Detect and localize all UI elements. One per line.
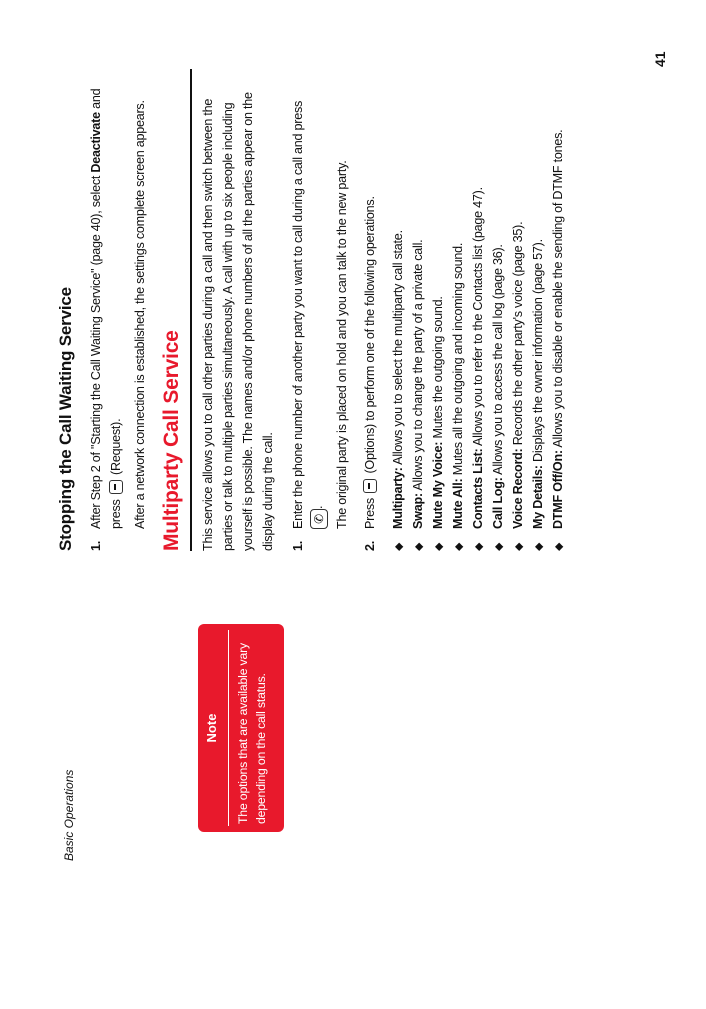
note-text-line-2: depending on the call status. xyxy=(254,673,268,824)
option-item: ◆Swap: Allows you to change the party of a private call. xyxy=(408,240,429,551)
diamond-bullet-icon: ◆ xyxy=(453,542,465,551)
step-number: 1. xyxy=(291,540,305,551)
option-item: ◆Multiparty: Allows you to select the multiparty call state. xyxy=(388,230,409,551)
note-text-line-1: The options that are available vary xyxy=(236,643,250,824)
step-number: 2. xyxy=(363,540,377,551)
stopping-step-1: 1.After Step 2 of "Starting the Call Waiting Service" (page 40), select Deactivate and xyxy=(86,89,106,551)
diamond-bullet-icon: ◆ xyxy=(393,542,405,551)
multiparty-step-2: 2.Press (Options) to perform one of the following operations. xyxy=(360,196,380,551)
intro-line-2: parties or talk to multiple parties simultaneously. A call with up to six people including xyxy=(221,102,235,551)
multiparty-heading: Multiparty Call Service xyxy=(160,330,183,551)
note-title: Note xyxy=(204,713,219,743)
diamond-bullet-icon: ◆ xyxy=(493,542,505,551)
option-item: ◆DTMF Off/On: Allows you to disable or enable the sending of DTMF tones. xyxy=(548,130,569,551)
stopping-step-1-cont: press (Request). xyxy=(109,418,123,529)
multiparty-step-1-result: The original party is placed on hold and you can talk to the new party. xyxy=(335,160,349,529)
section-footer: Basic Operations xyxy=(62,769,76,861)
step-number: 1. xyxy=(89,540,103,551)
option-item: ◆My Details: Displays the owner information (page 57). xyxy=(528,239,549,551)
call-key-icon: ✆ xyxy=(310,509,328,529)
intro-line-4: display during the call. xyxy=(261,432,275,551)
option-item: ◆Voice Record: Records the other party's voice (page 35). xyxy=(508,222,529,551)
diamond-bullet-icon: ◆ xyxy=(413,542,425,551)
stopping-heading: Stopping the Call Waiting Service xyxy=(56,287,75,551)
note-box xyxy=(198,624,284,832)
intro-line-3: yourself is possible. The names and/or phone numbers of all the parties appear on the xyxy=(241,92,255,551)
multiparty-step-1-cont: ✆. xyxy=(308,506,328,529)
note-divider xyxy=(228,630,229,826)
diamond-bullet-icon: ◆ xyxy=(433,542,445,551)
option-item: ◆Mute My Voice: Mutes the outgoing sound. xyxy=(428,296,449,551)
deactivate-label: Deactivate xyxy=(89,112,103,173)
heading-rule xyxy=(190,69,192,551)
page-number: 41 xyxy=(652,51,668,67)
stopping-result: After a network connection is established, the settings complete screen appears. xyxy=(133,100,147,529)
soft-key-icon xyxy=(109,480,123,494)
diamond-bullet-icon: ◆ xyxy=(513,542,525,551)
option-item: ◆Mute All: Mutes all the outgoing and incoming sound. xyxy=(448,243,469,551)
option-item: ◆Call Log: Allows you to access the call log (page 36). xyxy=(488,244,509,551)
diamond-bullet-icon: ◆ xyxy=(473,542,485,551)
option-item: ◆Contacts List: Allows you to refer to the Contacts list (page 47). xyxy=(468,187,489,551)
multiparty-step-1: 1.Enter the phone number of another party you want to call during a call and press xyxy=(288,101,308,551)
diamond-bullet-icon: ◆ xyxy=(533,542,545,551)
soft-key-icon xyxy=(363,479,377,493)
diamond-bullet-icon: ◆ xyxy=(553,542,565,551)
intro-line-1: This service allows you to call other parties during a call and then switch between the xyxy=(201,98,215,551)
